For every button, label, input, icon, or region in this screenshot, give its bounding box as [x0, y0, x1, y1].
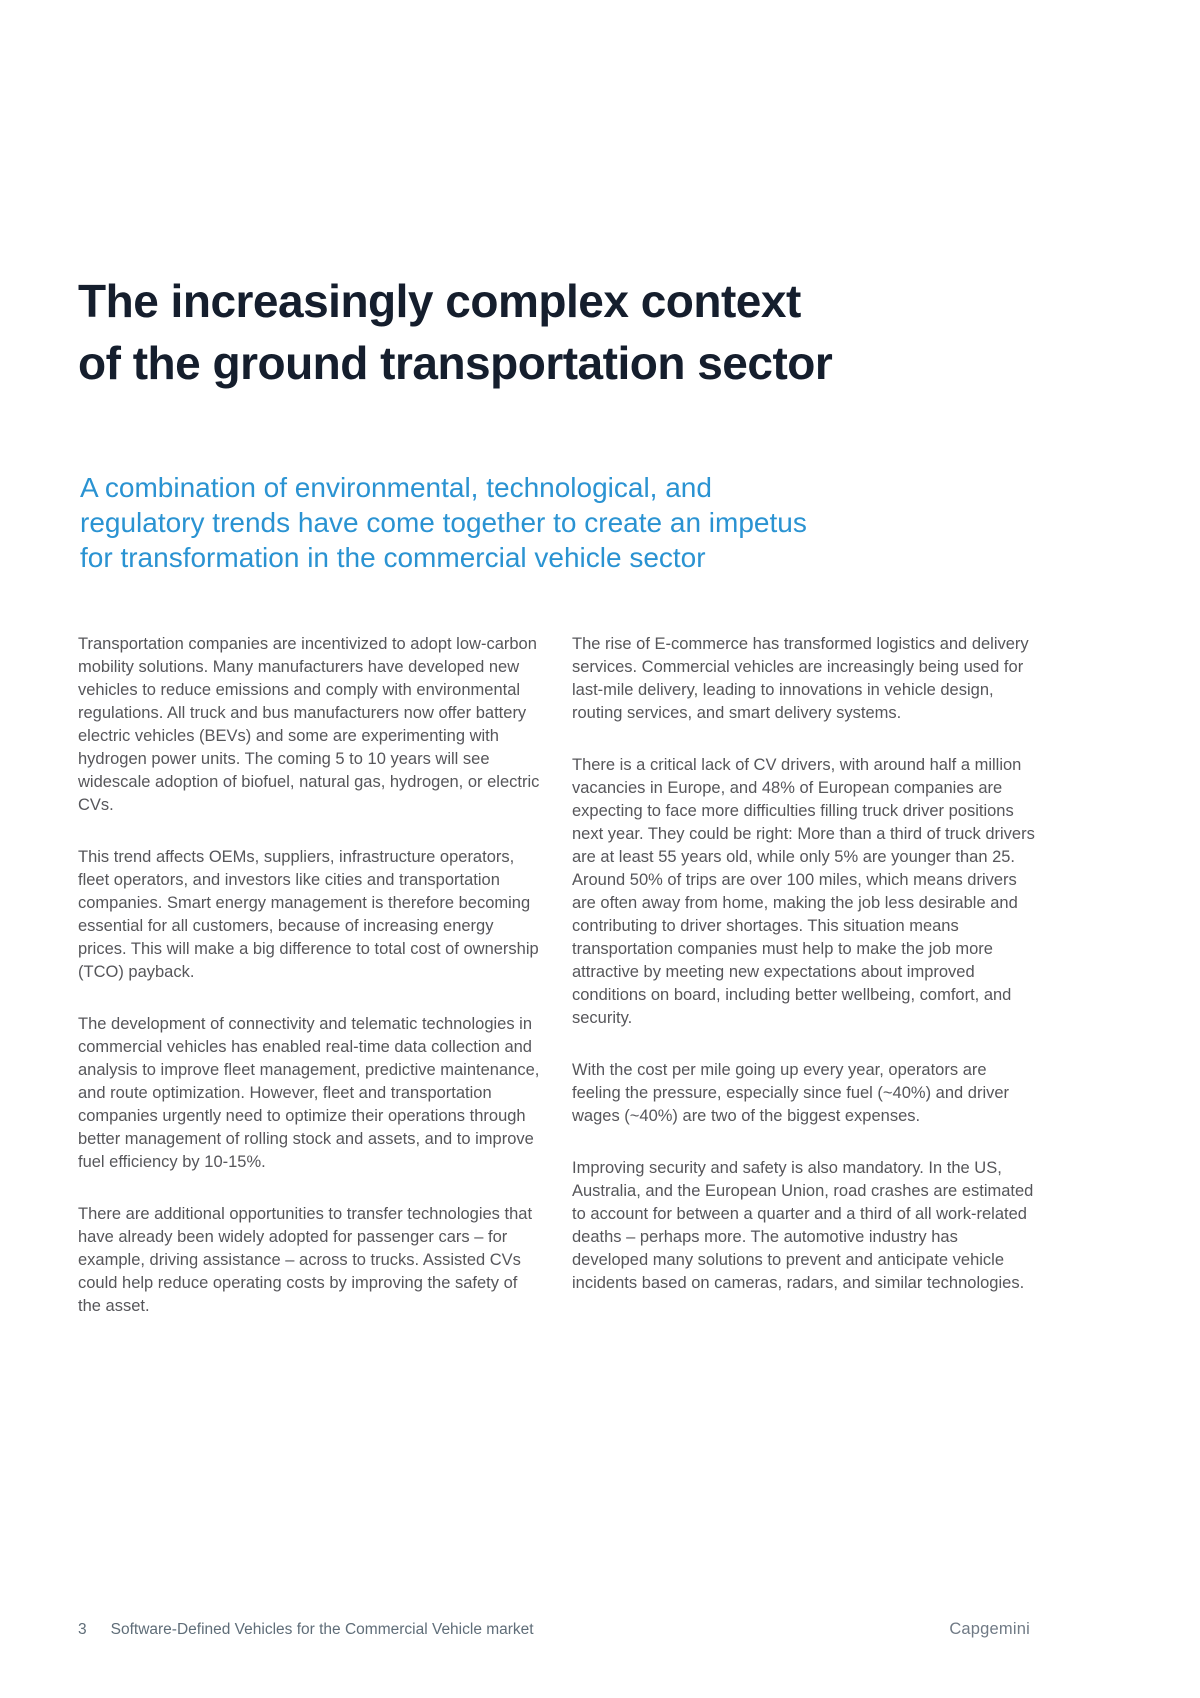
page-title-line-2: of the ground transportation sector [78, 337, 833, 389]
body-paragraph: There is a critical lack of CV drivers, with around half a million vacancies in Europe, and 48% of European companies are expecting to face more difficulties filling truck driver positions next year. They could be right: More than a third of truck drivers are at least 55 years old, while only 5% are younger than 25. Around 50% of trips are over 100 miles, which means drivers are often away from home, making the job less desirable and contributing to driver shortages. This situation means transportation companies must help to make the job more attractive by meeting new expectations about improved conditions on board, including better wellbeing, comfort, and security. [572, 756, 1035, 1027]
body-column-right [572, 633, 1036, 1295]
page-title [78, 270, 832, 394]
body-paragraph: There are additional opportunities to transfer technologies that have already been widely adopted for passenger cars – for example, driving assistance – across to trucks. Assisted CVs could help reduce operating costs by improving the safety of the asset. [78, 1205, 533, 1315]
body-paragraph: With the cost per mile going up every year, operators are feeling the pressure, especially since fuel (~40%) and driver wages (~40%) are two of the biggest expenses. [572, 1061, 1010, 1125]
body-paragraph: Transportation companies are incentivized to adopt low-carbon mobility solutions. Many manufacturers have developed new vehicles to reduce emissions and comply with environmental regulations. All truck and bus manufacturers now offer battery electric vehicles (BEVs) and some are experimenting with hydrogen power units. The coming 5 to 10 years will see widescale adoption of biofuel, natural gas, hydrogen, or electric CVs. [78, 635, 540, 814]
page-subheading-line-1: A combination of environmental, technological, and [80, 472, 712, 503]
page-subheading-line-2: regulatory trends have come together to create an impetus [80, 507, 807, 538]
body-paragraph: The rise of E-commerce has transformed logistics and delivery services. Commercial vehicles are increasingly being used for last-mile delivery, leading to innovations in vehicle design, routing services, and smart delivery systems. [572, 635, 1029, 722]
body-column-left [78, 633, 542, 1318]
footer-document-title: Software-Defined Vehicles for the Commercial Vehicle market [110, 1621, 534, 1638]
page-title-line-1: The increasingly complex context [78, 275, 801, 327]
body-paragraph: This trend affects OEMs, suppliers, infrastructure operators, fleet operators, and investors like cities and transportation companies. Smart energy management is therefore becoming essential for all customers, because of increasing energy prices. This will make a big difference to total cost of ownership (TCO) payback. [78, 848, 539, 981]
footer-brand-name: Capgemini [949, 1620, 1030, 1638]
footer-left-group [78, 1621, 534, 1639]
page-subheading-line-3: for transformation in the commercial vehicle sector [80, 542, 706, 573]
page-footer [78, 1620, 1030, 1639]
body-paragraph: The development of connectivity and telematic technologies in commercial vehicles has enabled real-time data collection and analysis to improve fleet management, predictive maintenance, and route optimization. However, fleet and transportation companies urgently need to optimize their operations through better management of rolling stock and assets, and to improve fuel efficiency by 10-15%. [78, 1015, 540, 1171]
page-subheading [80, 470, 807, 575]
body-paragraph: Improving security and safety is also mandatory. In the US, Australia, and the European Union, road crashes are estimated to account for between a quarter and a third of all work-related deaths – perhaps more. The automotive industry has developed many solutions to prevent and anticipate vehicle incidents based on cameras, radars, and similar technologies. [572, 1159, 1034, 1292]
page-number: 3 [78, 1621, 87, 1638]
